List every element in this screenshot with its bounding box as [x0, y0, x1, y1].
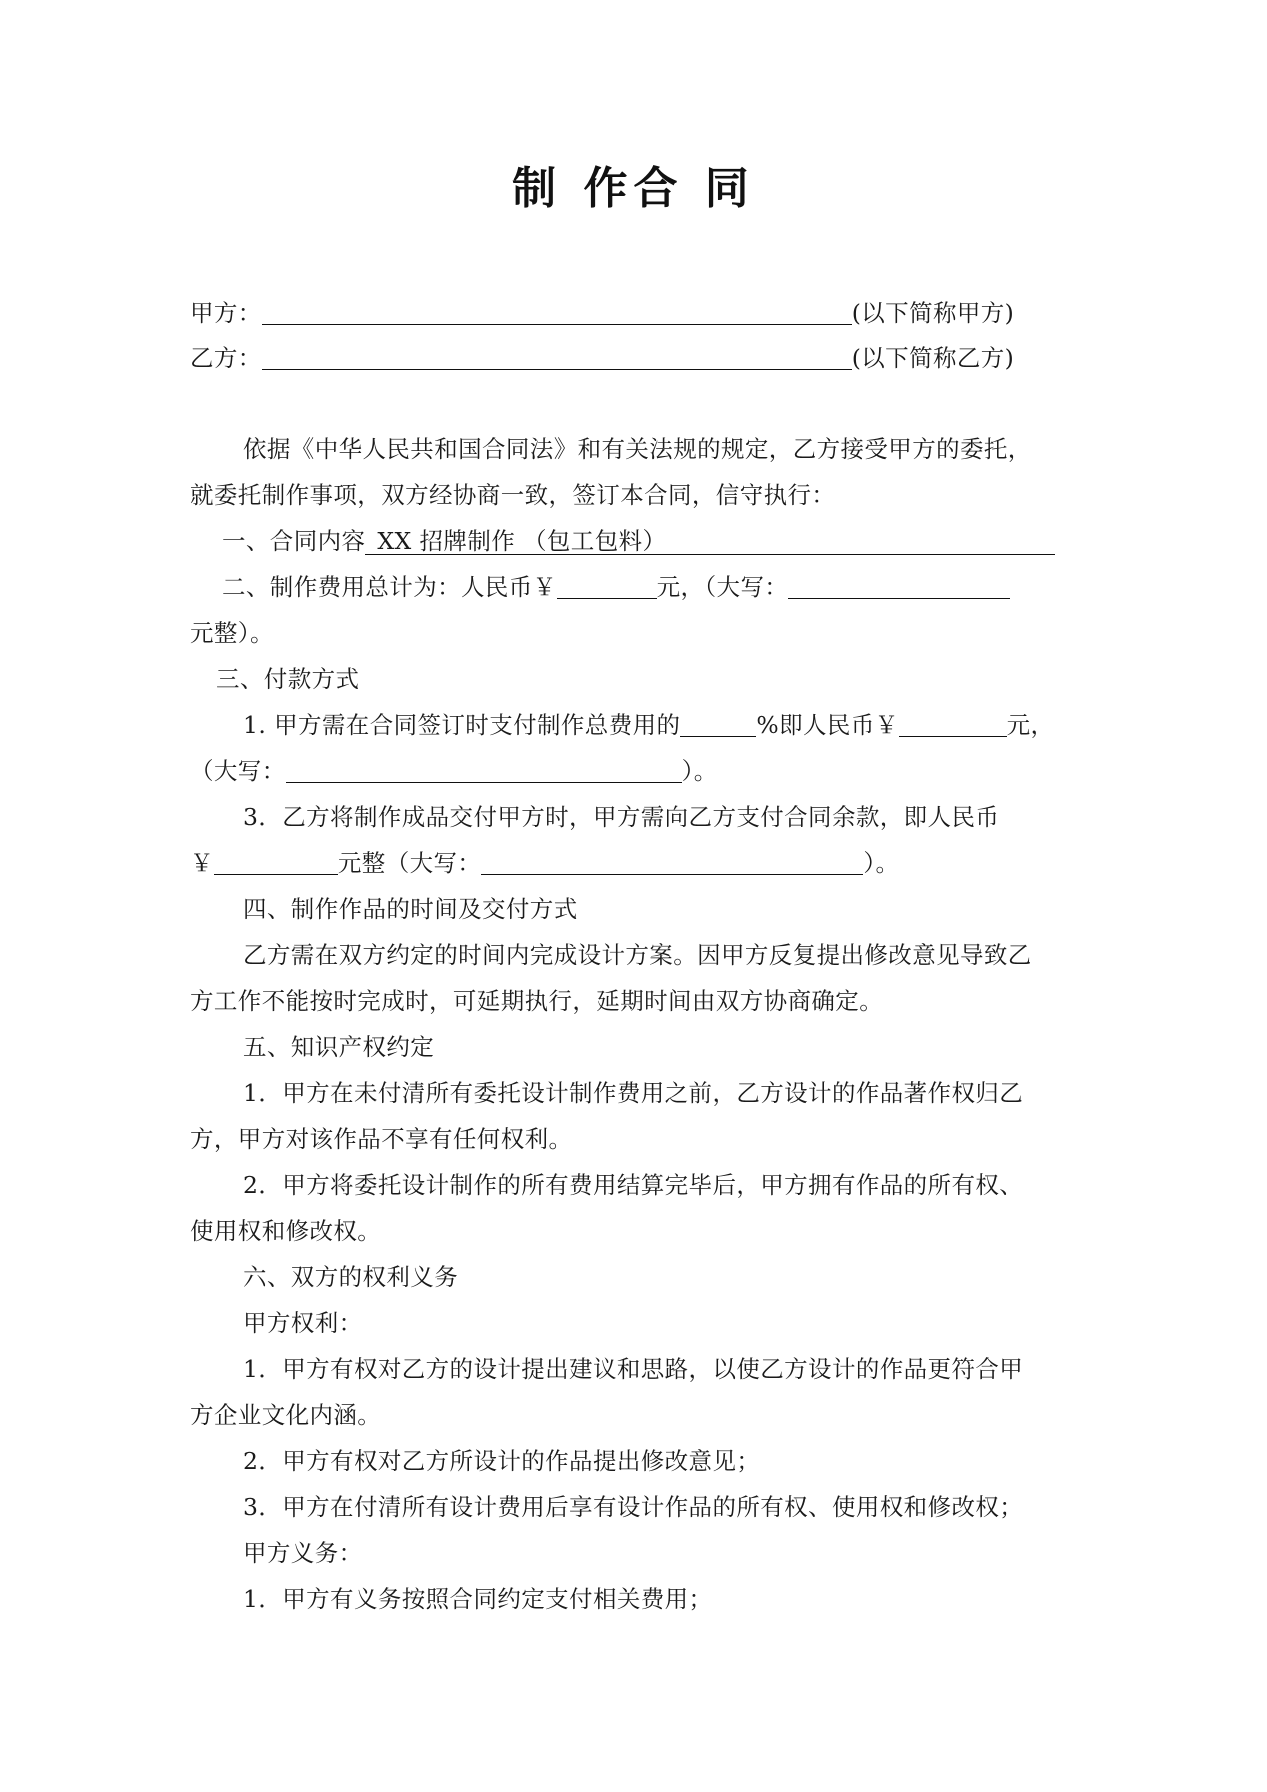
clause-5-item-1-line-2: 方，甲方对该作品不享有任何权利。	[190, 1125, 573, 1153]
clause-2-line	[222, 572, 1010, 602]
clause-6-right-2: 2．甲方有权对乙方所设计的作品提出修改意见；	[243, 1447, 761, 1475]
clause-1-line	[222, 526, 1055, 556]
clause-5-item-2-line-1: 2．甲方将委托设计制作的所有费用结算完毕后，甲方拥有作品的所有权、	[243, 1171, 1024, 1199]
clause-3-item-1-line-1	[243, 710, 1054, 740]
party-b-line	[190, 343, 1014, 373]
clause-3-amount-blank[interactable]	[899, 714, 1007, 737]
preamble-line-2: 就委托制作事项，双方经协商一致，签订本合同，信守执行：	[190, 481, 836, 509]
clause-3-item-1-d: （大写：	[190, 757, 286, 785]
clause-3-capital-blank[interactable]	[286, 760, 682, 783]
clause-3-balance-capital-blank[interactable]	[481, 852, 863, 875]
clause-6-duty-1: 1．甲方有义务按照合同约定支付相关费用；	[243, 1585, 713, 1613]
clause-1-content-field[interactable]	[365, 528, 1055, 555]
clause-3-item-1-c: 元，	[1006, 711, 1055, 739]
clause-1-prefix: 一、合同内容	[222, 527, 366, 555]
clause-3-item-3-line-1: 3．乙方将制作成品交付甲方时，甲方需向乙方支付合同余款，即人民币	[243, 803, 1000, 831]
clause-5-heading: 五、知识产权约定	[243, 1033, 435, 1061]
clause-2-end: 元整）。	[190, 619, 274, 647]
clause-6-heading: 六、双方的权利义务	[243, 1263, 459, 1291]
clause-3-item-1-e: ）。	[681, 757, 718, 785]
clause-6-right-1-line-1: 1．甲方有权对乙方的设计提出建议和思路，以使乙方设计的作品更符合甲	[243, 1355, 1024, 1383]
clause-4-line-1: 乙方需在双方约定的时间内完成设计方案。因甲方反复提出修改意见导致乙	[243, 941, 1032, 969]
clause-3-item-3-b: ￥	[190, 849, 214, 877]
clause-6-duties-heading: 甲方义务：	[243, 1539, 363, 1567]
clause-4-line-2: 方工作不能按时完成时，可延期执行，延期时间由双方协商确定。	[190, 987, 884, 1015]
preamble-line-1: 依据《中华人民共和国合同法》和有关法规的规定，乙方接受甲方的委托，	[243, 435, 1032, 463]
party-b-blank[interactable]	[262, 347, 852, 370]
clause-3-item-3-c: 元整（大写：	[337, 849, 482, 877]
clause-6-right-1-line-2: 方企业文化内涵。	[190, 1401, 382, 1429]
clause-2-prefix: 二、制作费用总计为：人民币￥	[222, 573, 557, 601]
clause-3-percent-blank[interactable]	[680, 714, 756, 737]
clause-5-item-2-line-2: 使用权和修改权。	[190, 1217, 382, 1245]
clause-1-content-value: XX 招牌制作 （包工包料）	[377, 527, 667, 555]
party-a-suffix: (以下简称甲方)	[851, 299, 1015, 327]
clause-3-balance-blank[interactable]	[214, 852, 338, 875]
party-a-label: 甲方：	[190, 299, 262, 327]
clause-3-heading: 三、付款方式	[216, 665, 360, 693]
party-a-line	[190, 298, 1014, 328]
party-b-suffix: (以下简称乙方)	[851, 344, 1015, 372]
page-title: 制 作合 同	[512, 163, 755, 214]
clause-6-right-3: 3．甲方在付清所有设计费用后享有设计作品的所有权、使用权和修改权；	[243, 1493, 1024, 1521]
clause-5-item-1-line-1: 1．甲方在未付清所有委托设计制作费用之前，乙方设计的作品著作权归乙	[243, 1079, 1024, 1107]
clause-6-rights-heading: 甲方权利：	[243, 1309, 363, 1337]
clause-3-item-1-a: 1. 甲方需在合同签订时支付制作总费用的	[243, 711, 681, 739]
party-a-blank[interactable]	[262, 302, 852, 325]
party-b-label: 乙方：	[190, 344, 262, 372]
clause-3-item-1-line-2	[190, 756, 718, 786]
clause-2-capital-blank[interactable]	[788, 576, 1010, 599]
clause-2-amount-blank[interactable]	[557, 576, 657, 599]
clause-3-item-3-d: ）。	[863, 849, 900, 877]
clause-4-heading: 四、制作作品的时间及交付方式	[243, 895, 578, 923]
clause-2-mid: 元，（大写：	[656, 573, 789, 601]
clause-3-item-3-line-2	[190, 848, 899, 878]
clause-3-item-1-b: %即人民币￥	[756, 711, 899, 739]
